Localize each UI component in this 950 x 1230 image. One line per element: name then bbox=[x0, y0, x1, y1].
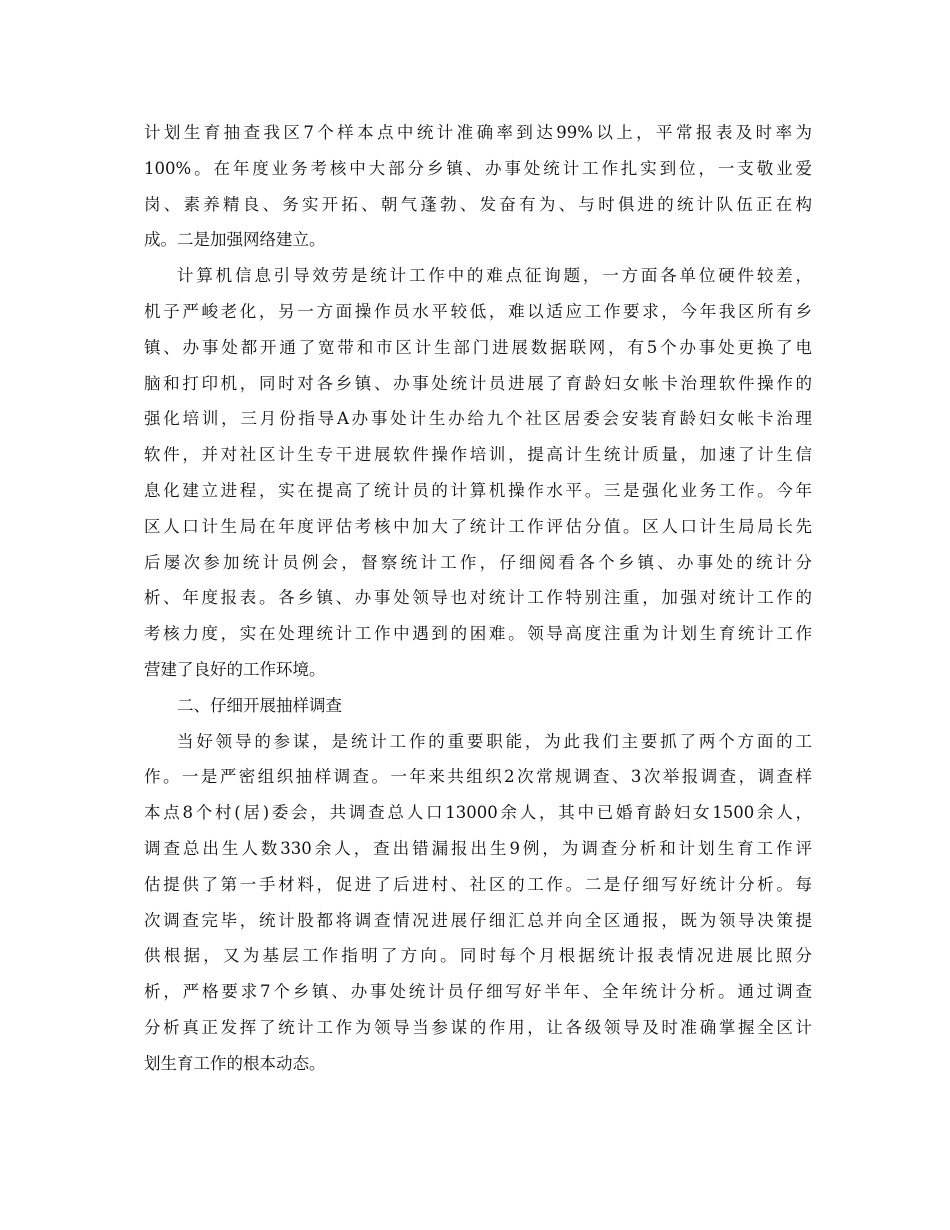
text-line: 成。二是加强网络建立。 bbox=[144, 230, 326, 250]
text-line: 强化培训，三月份指导A办事处计生办给九个社区居委会安装育龄妇女帐卡治理 bbox=[144, 409, 812, 429]
text-line: 计划生育抽查我区7个样本点中统计准确率到达99%以上，平常报表及时率为 bbox=[144, 123, 812, 142]
text-line: 二、仔细开展抽样调查 bbox=[177, 695, 342, 715]
text-line: 估提供了第一手材料，促进了后进村、社区的工作。二是仔细写好统计分析。每 bbox=[144, 874, 812, 894]
document-body bbox=[144, 115, 812, 1082]
text-line: 计算机信息引导效劳是统计工作中的难点征询题，一方面各单位硬件较差， bbox=[177, 266, 812, 286]
paragraph bbox=[144, 115, 812, 258]
text-line: 调查总出生人数330余人，查出错漏报出生9例，为调查分析和计划生育工作评 bbox=[144, 838, 812, 858]
paragraph bbox=[144, 688, 812, 724]
text-line: 后屡次参加统计员例会，督察统计工作，仔细阅看各个乡镇、办事处的统计分 bbox=[144, 552, 812, 572]
text-line: 析，严格要求7个乡镇、办事处统计员仔细写好半年、全年统计分析。通过调查 bbox=[144, 982, 812, 1002]
text-line: 次调查完毕，统计股都将调查情况进展仔细汇总并向全区通报，既为领导决策提 bbox=[144, 910, 812, 930]
text-line: 本点8个村(居)委会，共调查总人口13000余人，其中已婚育龄妇女1500余人， bbox=[144, 803, 812, 823]
text-line: 营建了良好的工作环境。 bbox=[144, 659, 326, 679]
text-line: 析、年度报表。各乡镇、办事处领导也对统计工作特别注重，加强对统计工作的 bbox=[144, 588, 812, 608]
text-line: 供根据，又为基层工作指明了方向。同时每个月根据统计报表情况进展比照分 bbox=[144, 946, 812, 966]
text-line: 脑和打印机，同时对各乡镇、办事处统计员进展了育龄妇女帐卡治理软件操作的 bbox=[144, 373, 812, 393]
paragraph bbox=[144, 258, 812, 688]
text-line: 100%。在年度业务考核中大部分乡镇、办事处统计工作扎实到位，一支敬业爱 bbox=[144, 158, 812, 178]
text-line: 息化建立进程，实在提高了统计员的计算机操作水平。三是强化业务工作。今年 bbox=[144, 480, 812, 500]
text-line: 分析真正发挥了统计工作为领导当参谋的作用，让各级领导及时准确掌握全区计 bbox=[144, 1017, 812, 1037]
text-line: 区人口计生局在年度评估考核中加大了统计工作评估分值。区人口计生局局长先 bbox=[144, 516, 812, 536]
text-line: 机子严峻老化，另一方面操作员水平较低，难以适应工作要求，今年我区所有乡 bbox=[144, 301, 812, 321]
text-line: 考核力度，实在处理统计工作中遇到的困难。领导高度注重为计划生育统计工作 bbox=[144, 624, 812, 644]
text-line: 镇、办事处都开通了宽带和市区计生部门进展数据联网，有5个办事处更换了电 bbox=[144, 337, 812, 357]
text-line: 作。一是严密组织抽样调查。一年来共组织2次常规调查、3次举报调查，调查样 bbox=[144, 767, 812, 787]
text-line: 软件，并对社区计生专干进展软件操作培训，提高计生统计质量，加速了计生信 bbox=[144, 445, 812, 465]
text-line: 岗、素养精良、务实开拓、朝气蓬勃、发奋有为、与时俱进的统计队伍正在构 bbox=[144, 194, 812, 214]
text-line: 划生育工作的根本动态。 bbox=[144, 1053, 326, 1073]
text-line: 当好领导的参谋，是统计工作的重要职能，为此我们主要抓了两个方面的工 bbox=[177, 731, 812, 751]
paragraph bbox=[144, 724, 812, 1082]
